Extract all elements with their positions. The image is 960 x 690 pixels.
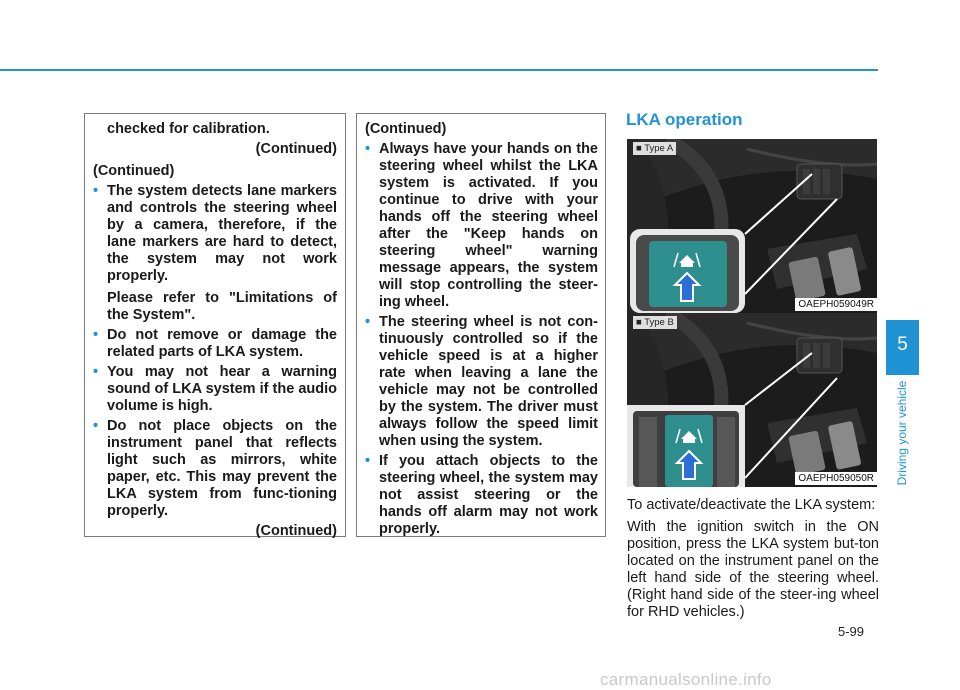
dashboard-illustration-a — [627, 139, 877, 313]
box-left-bullet-1-note: Please refer to "Limitations of the System". — [107, 290, 337, 323]
box-right-bullet-1: • Always have your hands on the steering wheel whilst the LKA system is activated. If you continue to drive with your hands off the steering wheel after the "Keep hands on steering wheel" warning message appears, the system will stop controlling the steer-ing wheel. — [365, 141, 598, 311]
box-left-line1: checked for calibration. — [107, 121, 270, 137]
image-code-a: OAEPH059049R — [795, 298, 877, 311]
box-right-bullet-3: • If you attach objects to the steering wheel, the system may not assist steering or the hands off alarm may not work properly. — [365, 453, 598, 538]
box-left-continued-1: (Continued) — [255, 141, 337, 157]
body-text-intro: To activate/deactivate the LKA system: — [627, 497, 876, 513]
body-text-instructions: With the ignition switch in the ON position, press the LKA system but-ton located on the instrument panel on the left hand side of the steering wheel. (Right hand side of the steer-ing wheel for RHD vehicles.) — [627, 519, 879, 620]
box-left-bullet-4: • Do not place objects on the instrument panel that reflects light such as mirrors, white paper, etc. This may prevent the LKA system from func-tioning properly. — [93, 418, 337, 520]
type-a-label: ■ Type A — [633, 142, 676, 155]
dashboard-illustration-b — [627, 313, 877, 487]
box-left-bullet-3: • You may not hear a warning sound of LKA system if the audio volume is high. — [93, 364, 337, 415]
image-code-b: OAEPH059050R — [795, 472, 877, 485]
photo-type-a — [627, 139, 877, 313]
chapter-title: Driving your vehicle — [895, 380, 909, 486]
page-number: 5-99 — [838, 624, 865, 639]
chapter-tab — [886, 320, 919, 375]
box-left-continued-2: (Continued) — [93, 163, 175, 179]
type-b-label: ■ Type B — [633, 316, 677, 329]
caution-box-left — [84, 113, 346, 537]
header-rule — [0, 69, 878, 71]
box-right-continued: (Continued) — [365, 121, 447, 137]
photo-type-b — [627, 313, 877, 487]
watermark-text: carmanualsonline.info — [600, 670, 772, 689]
caution-box-right — [356, 113, 606, 537]
section-heading: LKA operation — [626, 110, 743, 129]
box-left-bullet-1: • The system detects lane markers and controls the steering wheel by a camera, therefore, if the lane markers are hard to detect, the system may not work properly. — [93, 183, 337, 285]
chapter-number: 5 — [897, 334, 908, 355]
box-right-bullet-2: • The steering wheel is not con-tinuously controlled so if the vehicle speed is at a higher rate when leaving a lane the vehicle may not be controlled by the system. The driver must always follow the speed limit when using the system. — [365, 314, 598, 450]
box-left-bullet-2: • Do not remove or damage the related parts of LKA system. — [93, 327, 337, 361]
box-left-continued-3: (Continued) — [255, 523, 337, 539]
